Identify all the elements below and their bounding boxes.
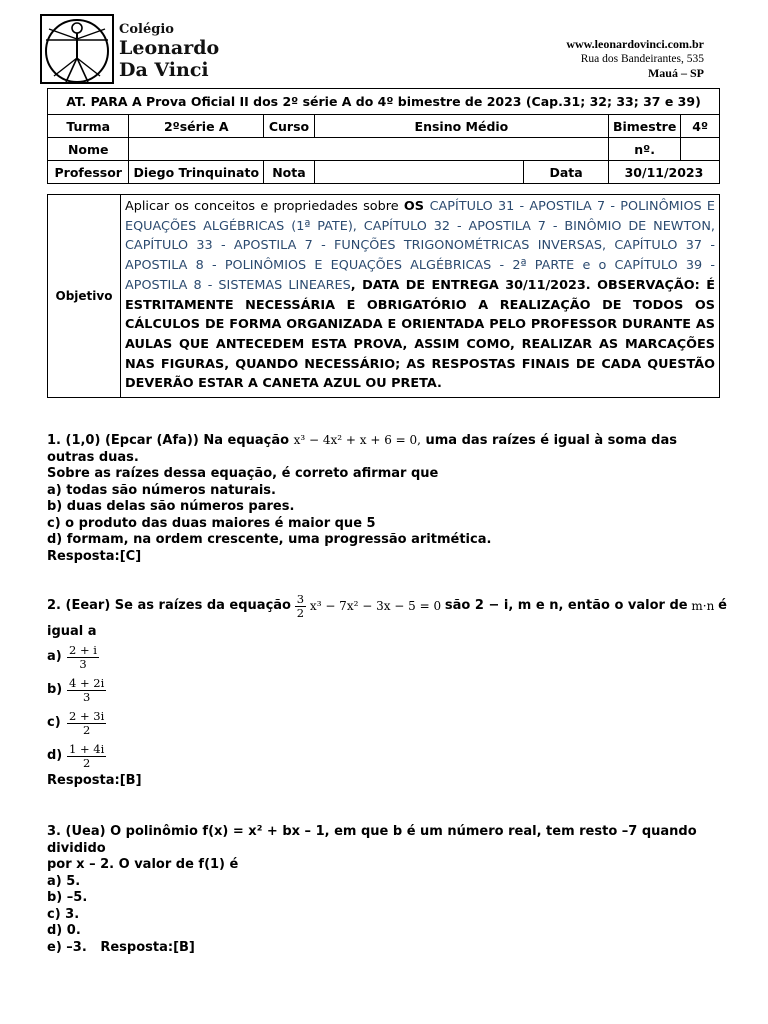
vitruvian-logo-icon bbox=[40, 14, 114, 84]
professor-label: Professor bbox=[48, 161, 129, 184]
q2-answer: Resposta:[B] bbox=[47, 772, 142, 788]
school-line-1: Colégio bbox=[119, 22, 174, 37]
q2-option-c-fraction bbox=[67, 710, 106, 737]
q2-suffix: é bbox=[718, 597, 727, 613]
q2-option-c-num: 2 + 3i bbox=[69, 708, 105, 723]
q2-line-2: igual a bbox=[47, 624, 97, 639]
q3-option-b[interactable]: b) –5. bbox=[47, 890, 88, 905]
q2-equation-fraction bbox=[295, 593, 306, 620]
data-label: Data bbox=[524, 161, 609, 184]
q1-suffix: uma das raízes é igual à soma das outras duas. bbox=[47, 433, 677, 465]
q2-option-c-label: c) bbox=[47, 714, 61, 730]
school-line-3: Da Vinci bbox=[119, 59, 209, 81]
q2-option-c-den: 2 bbox=[82, 722, 91, 737]
objective-observation: , DATA DE ENTREGA 30/11/2023. OBSERVAÇÃO: É ESTRITAMENTE NECESSÁRIA E OBRIGATÓRIO A REALIZAÇÃO DE TODOS OS CÁLCULOS DE FORMA ORGANIZADA E ORIENTADA PELO PROFESSOR DURANTE AS AULAS QUE ANTECEDEM ESTA PROVA, ASSIM COMO, REALIZAR AS MARCAÇÕES NAS FIGURAS, QUANDO NECESSÁRIO; AS RESPOSTAS FINAIS DE CADA QUESTÃO DEVERÃO ESTAR A CANETA AZUL OU PRETA. bbox=[125, 277, 715, 392]
nota-label: Nota bbox=[264, 161, 315, 184]
q3-option-e-row bbox=[47, 940, 727, 957]
q1-equation: x³ − 4x² + x + 6 = 0, bbox=[293, 433, 421, 447]
q2-option-a[interactable] bbox=[47, 641, 727, 674]
question-1 bbox=[47, 432, 727, 565]
numero-label: nº. bbox=[608, 138, 680, 161]
professor-value: Diego Trinquinato bbox=[129, 161, 264, 184]
q2-option-d-fraction bbox=[67, 743, 106, 770]
q3-option-a[interactable]: a) 5. bbox=[47, 873, 81, 889]
nota-field[interactable] bbox=[314, 161, 523, 184]
q1-answer: Resposta:[C] bbox=[47, 548, 142, 564]
city: Mauá – SP bbox=[647, 66, 704, 80]
q2-option-a-fraction bbox=[67, 644, 99, 671]
q2-option-b-den: 3 bbox=[82, 689, 91, 704]
nome-field[interactable] bbox=[129, 138, 608, 161]
school-line-2: Leonardo bbox=[119, 37, 220, 59]
q1-option-c[interactable]: c) o produto das duas maiores é maior que 5 bbox=[47, 515, 376, 531]
q3-option-c[interactable]: c) 3. bbox=[47, 906, 80, 922]
q2-option-d[interactable] bbox=[47, 740, 727, 773]
q2-option-d-num: 1 + 4i bbox=[69, 741, 105, 756]
address: Rua dos Bandeirantes, 535 bbox=[580, 53, 704, 65]
q2-middle: são 2 − i, m e n, então o valor de bbox=[444, 597, 688, 613]
objective-os: OS bbox=[403, 199, 430, 214]
q1-option-d[interactable]: d) formam, na ordem crescente, uma progressão aritmética. bbox=[47, 532, 492, 547]
q2-equation: x³ − 7x² − 3x − 5 = 0 bbox=[309, 598, 442, 613]
q1-prefix: 1. (1,0) (Epcar (Afa)) Na equação bbox=[47, 433, 294, 448]
q2-option-a-den: 3 bbox=[79, 656, 87, 671]
q2-option-b-fraction bbox=[67, 677, 106, 704]
q3-option-e[interactable]: e) –3. bbox=[47, 939, 87, 955]
curso-label: Curso bbox=[264, 115, 315, 138]
q2-option-b-num: 4 + 2i bbox=[69, 675, 105, 690]
q2-prefix: 2. (Eear) Se as raízes da equação bbox=[47, 597, 291, 613]
objective-label: Objetivo bbox=[48, 195, 121, 398]
objective-intro: Aplicar os conceitos e propriedades sobre bbox=[125, 199, 404, 214]
q3-line-1: 3. (Uea) O polinômio f(x) = x² + bx – 1, em que b é um número real, tem resto –7 quando dividido bbox=[47, 824, 697, 856]
objective-box bbox=[47, 194, 720, 398]
q1-line-1 bbox=[47, 432, 727, 466]
nome-label: Nome bbox=[48, 138, 129, 161]
numero-field[interactable] bbox=[681, 138, 720, 161]
bimestre-label: Bimestre bbox=[608, 115, 680, 138]
q2-option-d-label: d) bbox=[47, 747, 63, 763]
q2-option-b-label: b) bbox=[47, 681, 63, 697]
contact-block bbox=[566, 37, 704, 81]
data-value: 30/11/2023 bbox=[608, 161, 719, 184]
q1-option-b[interactable]: b) duas delas são números pares. bbox=[47, 499, 295, 514]
website: www.leonardovinci.com.br bbox=[566, 37, 704, 51]
q2-option-b[interactable] bbox=[47, 674, 727, 707]
info-table bbox=[47, 88, 720, 184]
curso-value: Ensino Médio bbox=[314, 115, 608, 138]
turma-label: Turma bbox=[48, 115, 129, 138]
bimestre-value: 4º bbox=[681, 115, 720, 138]
turma-value: 2ºsérie A bbox=[129, 115, 264, 138]
q1-line-2: Sobre as raízes dessa equação, é correto afirmar que bbox=[47, 466, 439, 481]
q2-option-d-den: 2 bbox=[82, 755, 91, 770]
q3-option-d[interactable]: d) 0. bbox=[47, 923, 81, 938]
q2-option-a-label: a) bbox=[47, 648, 62, 664]
q2-eq-num: 3 bbox=[296, 591, 305, 606]
q2-option-c[interactable] bbox=[47, 707, 727, 740]
exam-title: AT. PARA A Prova Oficial II dos 2º série A do 4º bimestre de 2023 (Cap.31; 32; 33; 37 e 39) bbox=[48, 89, 720, 115]
question-2 bbox=[47, 590, 727, 789]
q2-option-a-num: 2 + i bbox=[69, 642, 97, 657]
objective-chapters: CAPÍTULO 31 - APOSTILA 7 - POLINÔMIOS E EQUAÇÕES ALGÉBRICAS (1ª PATE), CAPÍTULO 32 - APOSTILA 7 - BINÔMIO DE NEWTON, CAPÍTULO 33 - APOSTILA 7 - FUNÇÕES TRIGONOMÉTRICAS INVERSAS, CAPÍTULO 37 - APOSTILA 8 - POLINÔMIOS E EQUAÇÕES ALGÉBRICAS - 2ª PARTE e o CAPÍTULO 39 - APOSTILA 8 - SISTEMAS LINEARES bbox=[125, 199, 715, 293]
objective-text bbox=[121, 195, 720, 398]
q3-answer: Resposta:[B] bbox=[100, 939, 195, 955]
q2-line-1 bbox=[47, 590, 727, 622]
q1-option-a[interactable]: a) todas são números naturais. bbox=[47, 482, 276, 498]
question-3 bbox=[47, 824, 727, 956]
school-name bbox=[119, 22, 219, 81]
q3-line-2: por x – 2. O valor de f(1) é bbox=[47, 857, 239, 872]
q2-mn: m·n bbox=[691, 598, 715, 613]
q2-eq-den: 2 bbox=[296, 605, 305, 620]
